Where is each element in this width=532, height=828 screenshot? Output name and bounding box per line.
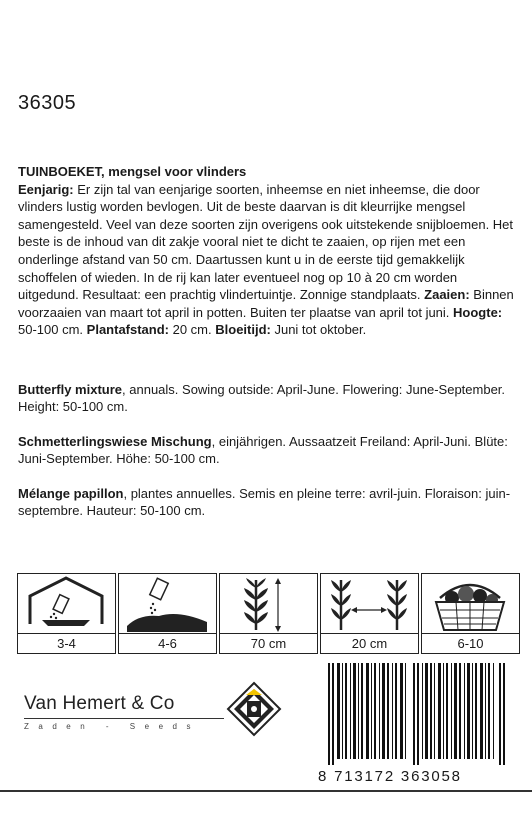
brand-divider <box>24 718 224 719</box>
german-title: Schmetterlingswiese Mischung <box>18 434 212 449</box>
icon-value-height: 70 cm <box>250 636 287 651</box>
barcode-number: 8 713172 363058 <box>318 768 462 785</box>
brand-emblem-icon <box>226 681 282 737</box>
brand-tagline: Zaden - Seeds <box>24 722 200 731</box>
product-code: 36305 <box>18 92 77 114</box>
label-sowing: Zaaien: <box>424 287 470 303</box>
text-height: 50-100 cm. <box>18 322 87 338</box>
german-description <box>18 433 518 467</box>
outdoor-sowing-icon <box>119 574 215 634</box>
dutch-description <box>18 163 518 339</box>
bottom-divider <box>0 790 532 792</box>
english-text: , annuals. Sowing outside: April-June. Flowering: June-September. Height: 50-100 cm. <box>18 382 506 414</box>
text-flowering: Juni tot oktober. <box>270 322 367 338</box>
icon-cell-harvest <box>421 573 520 654</box>
icon-value-outdoor: 4-6 <box>158 636 177 651</box>
french-description <box>18 485 518 519</box>
french-text: , plantes annuelles. Semis en pleine terre: avril-juin. Floraison: juin-septembre. Hauteur: 50-100 cm. <box>18 486 511 518</box>
plant-height-icon <box>220 574 316 634</box>
french-title: Mélange papillon <box>18 486 124 501</box>
icon-value-spacing: 20 cm <box>351 636 388 651</box>
label-spacing: Plantafstand: <box>86 322 169 338</box>
label-flowering: Bloeitijd: <box>215 322 271 338</box>
cultivation-icons <box>17 573 522 654</box>
brand-name: Van Hemert & Co <box>24 693 175 714</box>
text-spacing: 20 cm. <box>169 322 216 338</box>
greenhouse-sowing-icon <box>18 574 114 634</box>
brand-logo <box>24 693 224 731</box>
plant-spacing-icon <box>321 574 417 634</box>
icon-value-greenhouse: 3-4 <box>57 636 76 651</box>
text-sowing: Binnen voorzaaien van maart tot april in potten. Buiten ter plaatse van april tot juni. <box>18 287 514 320</box>
icon-cell-spacing <box>320 573 419 654</box>
label-annual: Eenjarig: <box>18 181 74 197</box>
english-description <box>18 381 518 415</box>
icon-cell-height <box>219 573 318 654</box>
icon-cell-greenhouse <box>17 573 116 654</box>
barcode-icon <box>318 663 518 765</box>
label-height: Hoogte: <box>453 304 503 320</box>
german-text: , einjährigen. Aussaatzeit Freiland: April-Juni. Blüte: Juni-September. Höhe: 50-100 cm. <box>18 434 508 466</box>
icon-value-harvest: 6-10 <box>457 636 484 651</box>
harvest-basket-icon <box>422 574 518 634</box>
english-title: Butterfly mixture <box>18 382 123 397</box>
text-annual: Er zijn tal van eenjarige soorten, inheemse en niet inheemse, die door vlinders lustig worden bevlogen. Uit de beste daarvan is dit kleurrijke mengsel samengesteld. Veel van deze soorten zijn overigens ook uitstekende snijbloemen. Het beste is de inhoud van dit zakje vooral niet te dicht te zaaien, op rijen met een onderlinge afstand van 50 cm. Daartussen kunt u in de eerste tijd gemakkelijk schoffelen of wieden. In de rij kan later eventueel nog op 10 à 20 cm worden uitgedund. Resultaat: een prachtig vlindertuintje. Zonnige standplaats. <box>18 181 514 303</box>
icon-cell-outdoor <box>118 573 217 654</box>
product-title: TUINBOEKET, mengsel voor vlinders <box>18 164 247 179</box>
